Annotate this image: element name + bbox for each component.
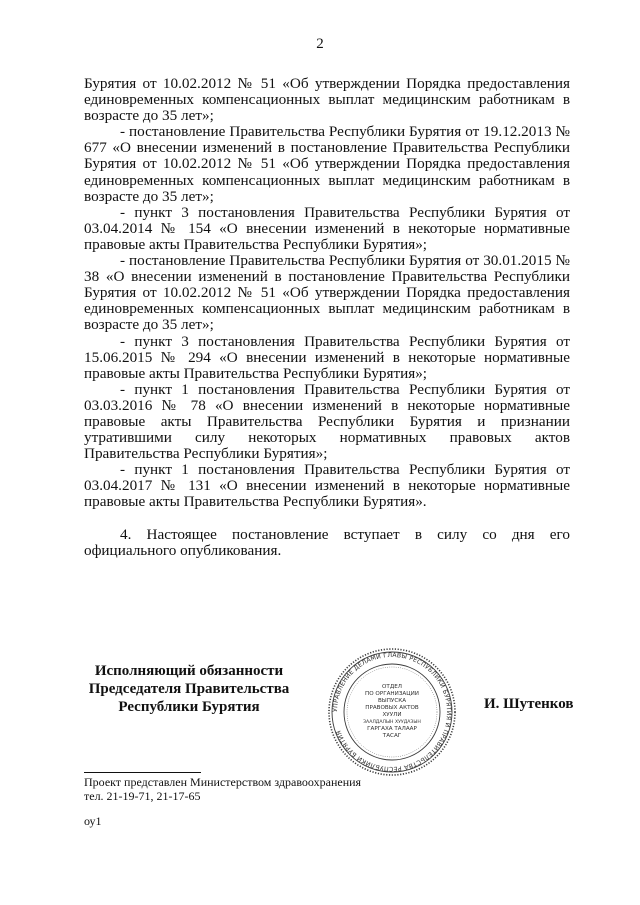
seal-line: ХУУЛИ bbox=[382, 712, 402, 718]
seal-ring-text: УПРАВЛЕНИЕ ДЕЛАМИ ГЛАВЫ РЕСПУБЛИКИ БУРЯТИЯ И ПРАВИТЕЛЬСТВА РЕСПУБЛИКИ БУРЯТИЯ bbox=[331, 651, 453, 773]
signatory-title bbox=[84, 662, 294, 716]
list-item: - постановление Правительства Республики Бурятия от 30.01.2015 № 38 «О внесении изменений в постановление Правительства Республики Бурятия от 10.02.2012 № 51 «Об утверждении Порядка предоставления единовременных компенсационных выплат медицинским работникам в возрасте до 35 лет»; bbox=[84, 252, 570, 334]
footnote-line: Проект представлен Министерством здравоохранения bbox=[84, 775, 362, 789]
footnote-divider bbox=[84, 772, 201, 773]
seal-line: ГАРГАХА ТАЛААР bbox=[367, 726, 417, 732]
list-item: - пункт 3 постановления Правительства Республики Бурятия от 15.06.2015 № 294 «О внесении изменений в некоторые нормативные правовые акты Правительства Республики Бурятия»; bbox=[84, 332, 570, 382]
seal-line: ВЫПУСКА bbox=[377, 698, 407, 704]
paragraph-continuation: Бурятия от 10.02.2012 № 51 «Об утверждении Порядка предоставления единовременных компенсационных выплат медицинским работникам в возрасте до 35 лет»; bbox=[84, 75, 570, 125]
seal-line: ТАСАГ bbox=[382, 733, 402, 739]
seal-line: ПО ОРГАНИЗАЦИИ bbox=[365, 691, 419, 697]
page-number: 2 bbox=[316, 36, 324, 52]
signature-block bbox=[0, 651, 640, 780]
signatory-title-line: Председателя Правительства bbox=[88, 681, 290, 697]
list-item: - пункт 1 постановления Правительства Республики Бурятия от 03.03.2016 № 78 «О внесении изменений в некоторые нормативные правовые акты Правительства Республики Бурятия и признании утратившими силу некоторых нормативных правовых актов Правительства Республики Бурятия»; bbox=[84, 380, 570, 463]
official-seal bbox=[326, 646, 458, 778]
effective-date-clause: 4. Настоящее постановление вступает в силу со дня его официального опубликования. bbox=[84, 525, 570, 559]
signatory-title-line: Исполняющий обязанности bbox=[94, 663, 284, 679]
signatory-name: И. Шутенков bbox=[484, 696, 574, 712]
list-item: - пункт 3 постановления Правительства Республики Бурятия от 03.04.2014 № 154 «О внесении изменений в некоторые нормативные правовые акты Правительства Республики Бурятия»; bbox=[84, 203, 570, 253]
seal-line: ПРАВОВЫХ АКТОВ bbox=[365, 705, 419, 711]
paragraph-gap bbox=[84, 511, 570, 527]
seal-line: ЗААЛДАЛЫН ХУУДАЗЫН bbox=[363, 720, 421, 725]
signatory-title-line: Республики Бурятия bbox=[118, 699, 260, 715]
footnote bbox=[84, 772, 361, 829]
footnote-line: тел. 21-19-71, 21-17-65 bbox=[84, 788, 201, 803]
document-code: оу1 bbox=[84, 814, 102, 828]
list-item: - постановление Правительства Республики Бурятия от 19.12.2013 № 677 «О внесении изменений в постановление Правительства Республики Бурятия от 10.02.2012 № 51 «Об утверждении Порядка предоставления единовременных компенсационных выплат медицинским работникам в возрасте до 35 лет»; bbox=[84, 123, 570, 205]
document-body bbox=[84, 76, 570, 559]
list-item: - пункт 1 постановления Правительства Республики Бурятия от 03.04.2017 № 131 «О внесении изменений в некоторые нормативные правовые акты Правительства Республики Бурятия». bbox=[84, 461, 570, 511]
seal-line: ОТДЕЛ bbox=[382, 684, 402, 690]
